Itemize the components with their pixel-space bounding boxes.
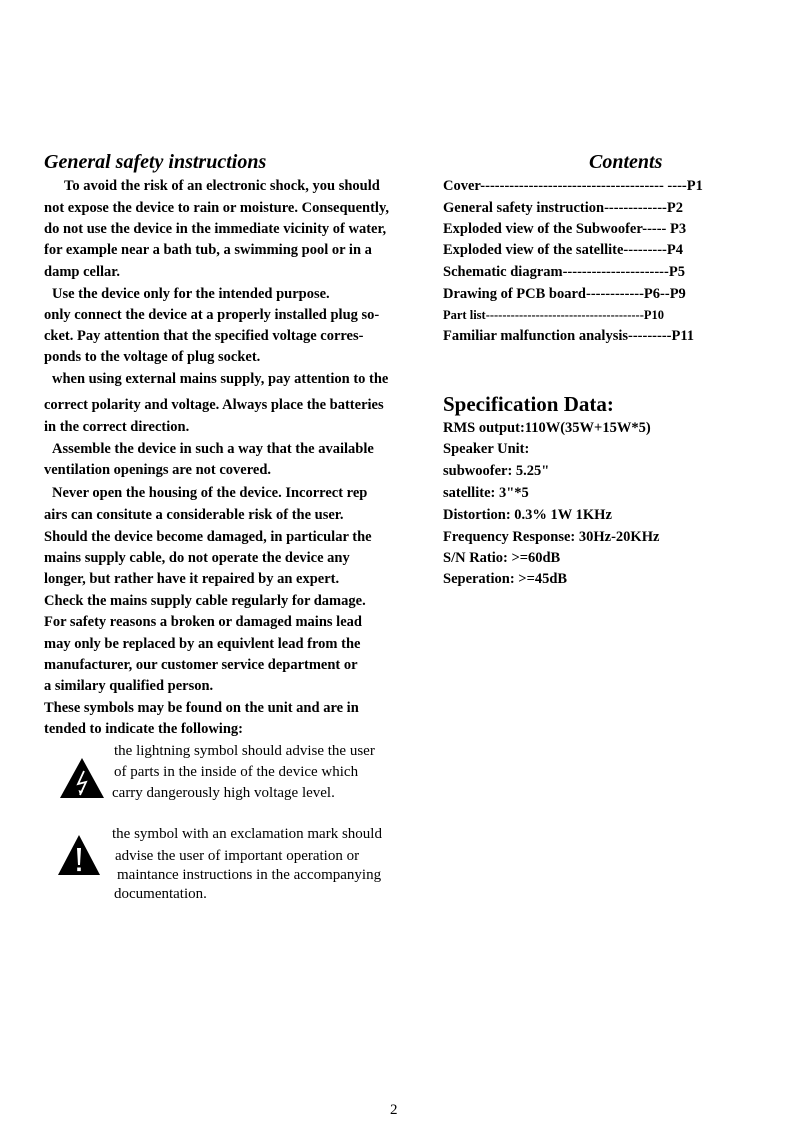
safety-line: manufacturer, our customer service department or xyxy=(44,657,358,673)
safety-line: not expose the device to rain or moisture. Consequently, xyxy=(44,200,390,216)
spec-line: Distortion: 0.3% 1W 1KHz xyxy=(443,507,612,523)
spec-line: satellite: 3"*5 xyxy=(443,485,529,501)
spec-line: S/N Ratio: >=60dB xyxy=(443,550,561,566)
safety-line: do not use the device in the immediate vicinity of water, xyxy=(44,221,387,237)
safety-line: may only be replaced by an equivlent lead from the xyxy=(44,636,361,652)
safety-line: correct polarity and voltage. Always place the batteries xyxy=(44,397,384,413)
safety-line: cket. Pay attention that the specified voltage corres- xyxy=(44,328,364,344)
spec-line: Speaker Unit: xyxy=(443,441,530,457)
contents-entry: Familiar malfunction analysis---------P11 xyxy=(443,328,695,344)
spec-line: Seperation: >=45dB xyxy=(443,571,568,587)
safety-line: These symbols may be found on the unit and are in xyxy=(44,700,359,716)
contents-entry: Drawing of PCB board------------P6--P9 xyxy=(443,286,686,302)
safety-line: Should the device become damaged, in particular the xyxy=(44,529,372,545)
safety-line: for example near a bath tub, a swimming pool or in a xyxy=(44,242,372,258)
safety-line: when using external mains supply, pay attention to the xyxy=(52,371,389,387)
contents-title: Contents xyxy=(589,151,663,173)
safety-line: To avoid the risk of an electronic shock, you should xyxy=(64,178,380,194)
safety-line: tended to indicate the following: xyxy=(44,721,243,737)
safety-line: Use the device only for the intended purpose. xyxy=(52,286,330,302)
safety-line: longer, but rather have it repaired by an expert. xyxy=(44,571,340,587)
safety-line: For safety reasons a broken or damaged mains lead xyxy=(44,614,362,630)
contents-entry: General safety instruction-------------P2 xyxy=(443,200,683,216)
contents-entry: Cover-------------------------------------- ----P1 xyxy=(443,178,703,194)
safety-line: ponds to the voltage of plug socket. xyxy=(44,349,261,365)
safety-line: a similary qualified person. xyxy=(44,678,214,694)
safety-line: Assemble the device in such a way that the available xyxy=(52,441,374,457)
safety-line: Check the mains supply cable regularly for damage. xyxy=(44,593,366,609)
safety-line: airs can consitute a considerable risk of the user. xyxy=(44,507,344,523)
page-number: 2 xyxy=(390,1102,398,1118)
symbol-description-line: the symbol with an exclamation mark should xyxy=(112,826,382,842)
symbol-description-line: the lightning symbol should advise the user xyxy=(114,743,375,759)
spec-title: Specification Data: xyxy=(443,392,614,416)
contents-entry: Schematic diagram----------------------P5 xyxy=(443,264,685,280)
spec-line: subwoofer: 5.25" xyxy=(443,463,550,479)
safety-line: Never open the housing of the device. Incorrect rep xyxy=(52,485,368,501)
safety-line: only connect the device at a properly installed plug so- xyxy=(44,307,380,323)
contents-entry: Exploded view of the Subwoofer----- P3 xyxy=(443,221,687,237)
safety-title: General safety instructions xyxy=(44,151,267,173)
symbol-description-line: maintance instructions in the accompanying xyxy=(117,867,382,883)
contents-entry: Part list--------------------------------------P10 xyxy=(443,308,665,322)
symbol-description-line: documentation. xyxy=(114,886,207,902)
symbol-description-line: of parts in the inside of the device which xyxy=(114,764,359,780)
safety-line: in the correct direction. xyxy=(44,419,190,435)
symbol-description-line: carry dangerously high voltage level. xyxy=(112,785,335,801)
safety-line: damp cellar. xyxy=(44,264,120,280)
symbol-description-line: advise the user of important operation or xyxy=(115,848,360,864)
safety-line: ventilation openings are not covered. xyxy=(44,462,272,478)
spec-line: RMS output:110W(35W+15W*5) xyxy=(443,420,651,436)
lightning-warning-icon xyxy=(59,757,105,799)
contents-entry: Exploded view of the satellite---------P4 xyxy=(443,242,683,258)
spec-line: Frequency Response: 30Hz-20KHz xyxy=(443,529,660,545)
safety-line: mains supply cable, do not operate the device any xyxy=(44,550,350,566)
exclamation-warning-icon xyxy=(57,834,101,876)
